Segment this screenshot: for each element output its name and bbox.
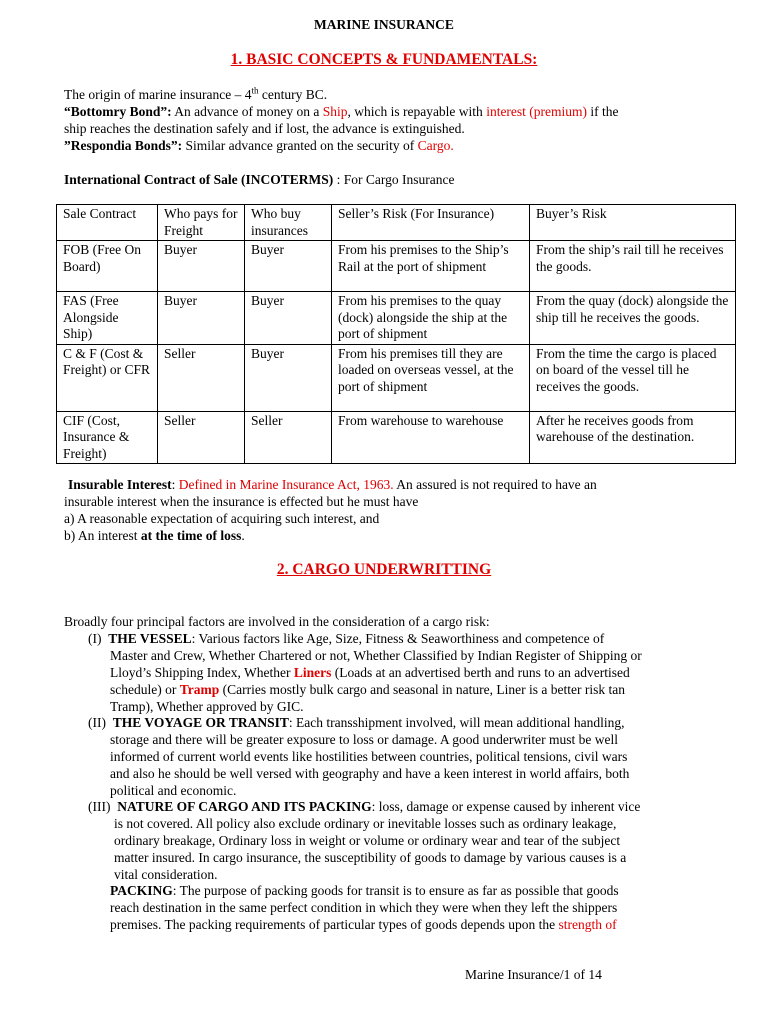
table-cell: From his premises to the Ship’s Rail at the port of shipment <box>332 241 530 292</box>
table-cell: Buyer <box>245 241 332 292</box>
factor-cargo-line-2: is not covered. All policy also exclude ordinary or inevitable losses such as ordinary leakage, <box>114 816 617 831</box>
factor-vessel-line-2: Master and Crew, Whether Chartered or not, Whether Classified by Indian Register of Shipping or <box>110 648 642 663</box>
table-cell: From his premises till they are loaded on overseas vessel, at the port of shipment <box>332 344 530 411</box>
table-cell: Seller <box>245 411 332 464</box>
insurable-item-a: a) A reasonable expectation of acquiring such interest, and <box>64 511 380 526</box>
table-cell: From the time the cargo is placed on board of the vessel till he receives the goods. <box>530 344 736 411</box>
insurable-item-b: b) An interest at the time of loss. <box>64 528 245 543</box>
table-row <box>57 241 736 292</box>
table-cell: Seller <box>158 411 245 464</box>
table-cell: Buyer <box>158 292 245 345</box>
factor-voyage-line-1: (II) THE VOYAGE OR TRANSIT: Each transshipment involved, will mean additional handling, <box>88 715 625 730</box>
factor-cargo-line-1: (III) NATURE OF CARGO AND ITS PACKING: loss, damage or expense caused by inherent vice <box>88 799 641 814</box>
factor-cargo-line-4: matter insured. In cargo insurance, the susceptibility of goods to damage by various causes is a <box>114 850 627 865</box>
table-row <box>57 292 736 345</box>
table-header-row <box>57 205 736 241</box>
factor-cargo-line-3: ordinary breakage, Ordinary loss in weight or volume or ordinary wear and tear of the subject <box>114 833 621 848</box>
respondia-line: ”Respondia Bonds”: Similar advance granted on the security of Cargo. <box>64 138 454 153</box>
factor-vessel-line-1: (I) THE VESSEL: Various factors like Age, Size, Fitness & Seaworthiness and competence of <box>88 631 605 646</box>
factor-voyage-line-4: and also he should be well versed with geography and have a keen interest in world affairs, both <box>110 766 630 781</box>
factor-cargo-line-5: vital consideration. <box>114 867 218 882</box>
section2-heading: 2. CARGO UNDERWRITTING <box>276 561 492 578</box>
bottomry-line-2: ship reaches the destination safely and if lost, the advance is extinguished. <box>64 121 465 136</box>
factor-voyage-line-5: political and economic. <box>110 783 237 798</box>
bottomry-line: “Bottomry Bond”: An advance of money on a Ship, which is repayable with interest (premium) if the <box>64 104 619 119</box>
table-cell: Buyer <box>158 241 245 292</box>
section1-heading: 1. BASIC CONCEPTS & FUNDAMENTALS: <box>230 51 538 68</box>
table-cell: From the quay (dock) alongside the ship till he receives the goods. <box>530 292 736 345</box>
factor-voyage-line-3: informed of current world events like hostilities between countries, political tensions, civil wars <box>110 749 628 764</box>
table-row <box>57 344 736 411</box>
table-header-cell: Buyer’s Risk <box>530 205 736 241</box>
table-cell: Seller <box>158 344 245 411</box>
table-header-cell: Seller’s Risk (For Insurance) <box>332 205 530 241</box>
table-cell: After he receives goods from warehouse of the destination. <box>530 411 736 464</box>
table-header-cell: Who buy insurances <box>245 205 332 241</box>
insurable-line-2: insurable interest when the insurance is effected but he must have <box>64 494 419 509</box>
table-cell: FOB (Free On Board) <box>57 241 158 292</box>
origin-line: The origin of marine insurance – 4th century BC. <box>64 85 328 102</box>
section2-intro: Broadly four principal factors are involved in the consideration of a cargo risk: <box>64 614 490 629</box>
factor-voyage-line-2: storage and there will be greater exposure to loss or damage. A good underwriter must be well <box>110 732 618 747</box>
table-cell: From the ship’s rail till he receives the goods. <box>530 241 736 292</box>
table-header-cell: Who pays for Freight <box>158 205 245 241</box>
packing-line-3: premises. The packing requirements of particular types of goods depends upon the strength of <box>110 917 617 932</box>
table-cell: FAS (Free Alongside Ship) <box>57 292 158 345</box>
insurable-interest-line: Insurable Interest: Defined in Marine Insurance Act, 1963. An assured is not required to have an <box>68 477 597 492</box>
table-cell: Buyer <box>245 292 332 345</box>
packing-line-1: PACKING: The purpose of packing goods for transit is to ensure as far as possible that goods <box>110 883 619 898</box>
table-cell: CIF (Cost, Insurance & Freight) <box>57 411 158 464</box>
table-cell: From warehouse to warehouse <box>332 411 530 464</box>
incoterms-line: International Contract of Sale (INCOTERMS) : For Cargo Insurance <box>64 172 455 187</box>
table-row <box>57 411 736 464</box>
factor-vessel-line-4: schedule) or Tramp (Carries mostly bulk cargo and seasonal in nature, Liner is a better risk tan <box>110 682 625 697</box>
table-cell: Buyer <box>245 344 332 411</box>
incoterms-table <box>56 204 736 464</box>
packing-line-2: reach destination in the same perfect condition in which they were when they left the shippers <box>110 900 618 915</box>
table-header-cell: Sale Contract <box>57 205 158 241</box>
table-cell: C & F (Cost & Freight) or CFR <box>57 344 158 411</box>
factor-vessel-line-5: Tramp), Whether approved by GIC. <box>110 699 304 714</box>
document-title: MARINE INSURANCE <box>314 17 454 32</box>
table-cell: From his premises to the quay (dock) alongside the ship at the port of shipment <box>332 292 530 345</box>
page-footer: Marine Insurance/1 of 14 <box>465 967 602 982</box>
factor-vessel-line-3: Lloyd’s Shipping Index, Whether Liners (Loads at an advertised berth and runs to an advertised <box>110 665 630 680</box>
